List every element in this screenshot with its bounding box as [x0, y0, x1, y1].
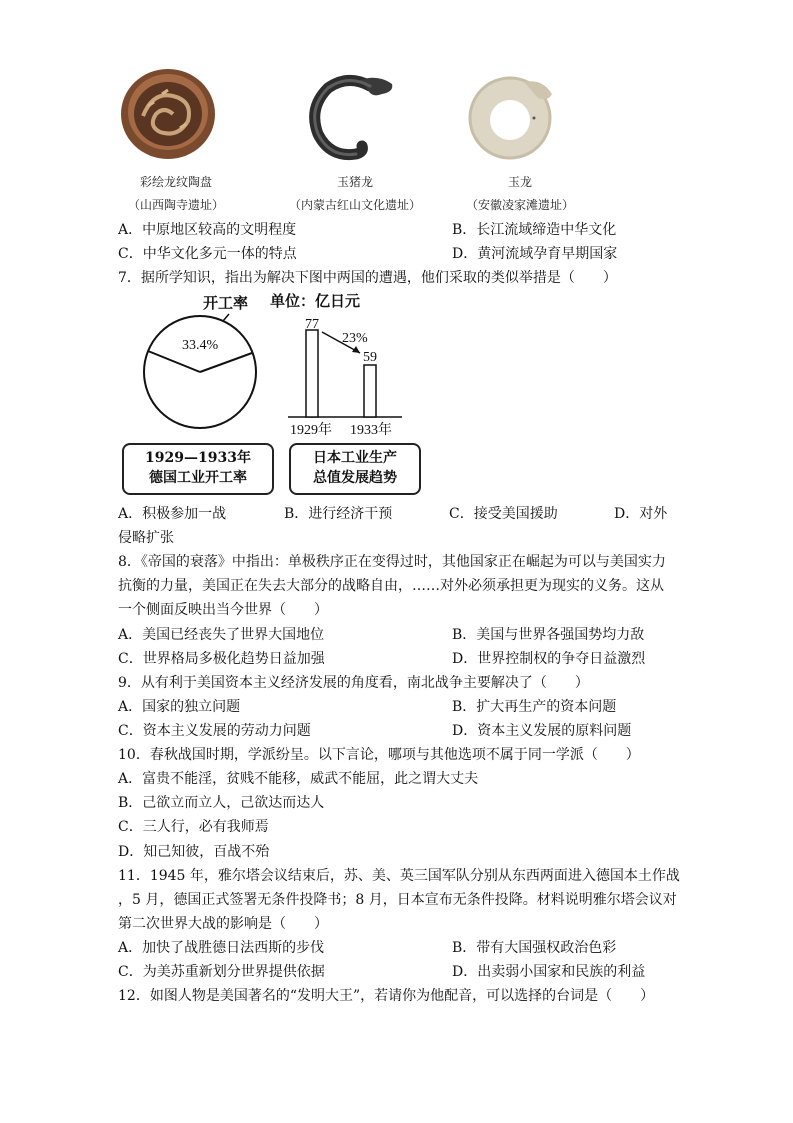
- bar-1933: [364, 365, 376, 417]
- trend-annotation: 23%: [342, 331, 368, 346]
- q11-option-a: A．加快了战胜德日法西斯的步伐: [118, 940, 325, 956]
- pie-caption-line-2: 德国工业开工率: [149, 470, 247, 486]
- q11-stem-line-3: 第二次世界大战的影响是（ ）: [118, 916, 328, 932]
- q9-option-b: B．扩大再生产的资本问题: [452, 699, 617, 715]
- bar-1933-value: 59: [363, 350, 377, 365]
- q9-option-c: C．资本主义发展的劳动力问题: [118, 723, 311, 739]
- q8-option-d: D．世界控制权的争夺日益激烈: [452, 651, 646, 667]
- bar-chart: [270, 290, 410, 440]
- q11-stem-line-1: 11．1945 年，雅尔塔会议结束后，苏、美、英三国军队分别从东西两面进入德国本土作战: [118, 868, 680, 884]
- q6-option-a: A．中原地区较高的文明程度: [118, 222, 297, 238]
- q10-option-b: B．己欲立而立人，己欲达而达人: [118, 795, 325, 811]
- q11-option-b: B．带有大国强权政治色彩: [452, 940, 617, 956]
- pie-slice-label: 33.4%: [182, 338, 219, 353]
- q9-stem: 9．从有利于美国资本主义经济发展的角度看，南北战争主要解决了（ ）: [118, 675, 589, 691]
- pie-caption-box: [122, 443, 274, 495]
- pie-title: 开工率: [203, 296, 249, 312]
- q10-option-c: C．三人行，必有我师焉: [118, 819, 269, 835]
- artifact-2-name: 玉猪龙: [336, 175, 373, 189]
- q11-option-c: C．为美苏重新划分世界提供依据: [118, 964, 325, 980]
- q7-option-c: C．接受美国援助: [449, 506, 558, 522]
- q9-option-d: D．资本主义发展的原料问题: [452, 723, 632, 739]
- q8-option-b: B．美国与世界各强国势均力敌: [452, 627, 645, 643]
- bar-1929-value: 77: [305, 317, 319, 332]
- q6-option-c: C．中华文化多元一体的特点: [118, 246, 297, 262]
- q8-option-a: A．美国已经丧失了世界大国地位: [118, 627, 325, 643]
- q8-stem-line-1: 8．《帝国的衰落》中指出：单极秩序正在变得过时，其他国家正在崛起为可以与美国实力: [118, 554, 666, 570]
- q11-stem-line-2: ，5 月，德国正式签署无条件投降书；8 月，日本宣布无条件投降。材料说明雅尔塔会议对: [118, 892, 677, 908]
- artifact-3-site: （安徽凌家滩遗址）: [465, 198, 574, 212]
- q7-option-d-cont: 侵略扩张: [118, 530, 174, 546]
- q12-stem: 12．如图人物是美国著名的“发明大王”，若请你为他配音，可以选择的台词是（ ）: [118, 988, 655, 1004]
- artifact-jade-pig-dragon: [298, 68, 398, 164]
- q10-option-a: A．富贵不能淫，贫贱不能移，威武不能屈，此之谓大丈夫: [118, 771, 479, 787]
- bar-caption-box: [289, 443, 421, 495]
- artifact-painted-dragon-plate: [118, 66, 218, 162]
- bar-title: 单位：亿日元: [270, 294, 361, 310]
- bar-caption-line-2: 总值发展趋势: [313, 470, 397, 486]
- q10-option-d: D．知己知彼，百战不殆: [118, 844, 270, 860]
- artifact-2-site: （内蒙古红山文化遗址）: [288, 198, 421, 212]
- pie-chart: [135, 290, 265, 430]
- q8-stem-line-3: 一个侧面反映出当今世界（ ）: [118, 602, 328, 618]
- artifact-jade-dragon: [462, 68, 558, 164]
- q6-option-b: B．长江流域缔造中华文化: [452, 222, 617, 238]
- artifact-3-name: 玉龙: [507, 175, 532, 189]
- bar-1929: [306, 330, 318, 417]
- q9-option-a: A．国家的独立问题: [118, 699, 241, 715]
- q8-option-c: C．世界格局多极化趋势日益加强: [118, 651, 325, 667]
- q7-option-d: D．对外: [614, 506, 668, 522]
- artifact-1-name: 彩绘龙纹陶盘: [139, 175, 212, 189]
- bar-caption-line-1: 日本工业生产: [313, 450, 397, 466]
- q7-option-b: B．进行经济干预: [284, 506, 393, 522]
- pie-caption-line-1: 1929—1933年: [145, 450, 251, 466]
- q8-stem-line-2: 抗衡的力量，美国正在失去大部分的战略自由，……对外必须承担更为现实的义务。这从: [118, 578, 664, 594]
- q11-option-d: D．出卖弱小国家和民族的利益: [452, 964, 646, 980]
- q7-option-a: A．积极参加一战: [118, 506, 227, 522]
- q6-option-d: D．黄河流域孕育早期国家: [452, 246, 618, 262]
- bar-category-1929: 1929年: [290, 423, 332, 438]
- bar-category-1933: 1933年: [350, 423, 392, 438]
- artifact-1-site: （山西陶寺遗址）: [127, 198, 224, 212]
- q10-stem: 10．春秋战国时期，学派纷呈。以下言论，哪项与其他选项不属于同一学派（ ）: [118, 747, 640, 763]
- q7-stem: 7．据所学知识，指出为解决下图中两国的遭遇，他们采取的类似举措是（ ）: [118, 270, 617, 286]
